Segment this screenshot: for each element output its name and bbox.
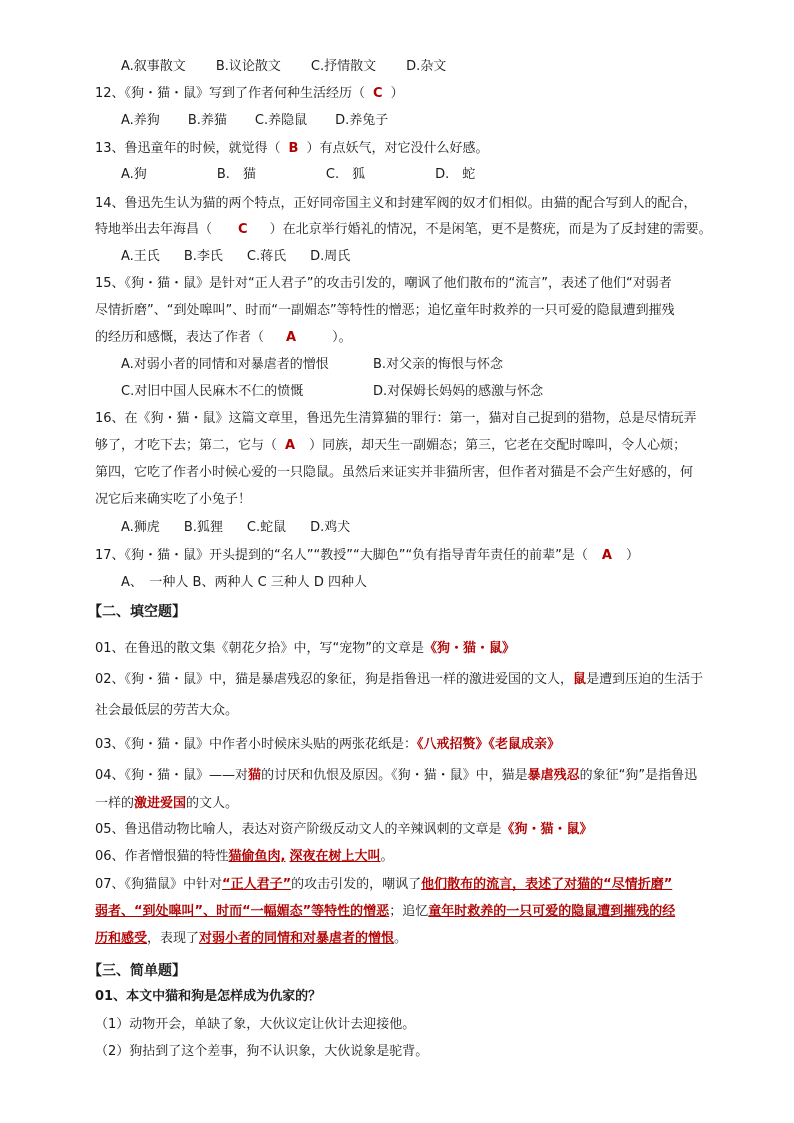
options-row: [373, 383, 543, 401]
question-text: 。: [380, 849, 394, 864]
question-14-line1: 14、鲁迅先生认为猫的两个特点，正好同帝国主义和封建军阀的奴才们相似。由猫的配合写到人的配合，: [95, 196, 697, 211]
option-c: C. 狐: [325, 167, 366, 182]
answer: A: [286, 330, 297, 345]
short-answer-question-01: 01、本文中猫和狗是怎样成为仇家的？: [95, 989, 322, 1004]
question-text: ）在北京举行婚礼的情况，不是闲笔，更不是赘疣，而是为了反封建的需要。: [269, 222, 712, 237]
question-12: [95, 85, 404, 103]
question-text: ；追忆: [389, 904, 429, 919]
question-text: 03、《狗・猫・鼠》中作者小时候床头贴的两张花纸是：: [95, 737, 418, 752]
question-text: 的经历和感慨，表达了作者（: [95, 330, 265, 345]
short-answer-point-1: （1）动物开会，单缺了象，大伙议定让伙计去迎接他。: [95, 1017, 416, 1032]
options-row: [121, 58, 446, 76]
option-a: A.叙事散文: [121, 59, 186, 74]
section-title-short-answer: 【三、简单题】: [88, 963, 186, 979]
short-answer-point-2: （2）狗拈到了这个差事，狗不认识象，大伙说象是驼背。: [95, 1044, 429, 1059]
question-text: 12、《狗・猫・鼠》写到了作者何种生活经历（: [95, 86, 366, 101]
answer: A: [601, 548, 612, 563]
question-15-line3: [95, 329, 352, 347]
section-title-fill-blank: 【二、填空题】: [88, 604, 186, 620]
fill-01: [95, 640, 515, 658]
answer: 他们散布的流言，表述了对猫的“尽情折磨”: [421, 877, 673, 892]
answer: C: [238, 222, 248, 237]
options-row: [121, 166, 475, 184]
question-17: [95, 547, 639, 565]
answer: B: [288, 141, 299, 156]
answer: 对弱小者的同情和对暴虐者的憎恨: [199, 931, 395, 946]
option-c: C.抒情散文: [310, 59, 377, 74]
option-d: D.对保姆长妈妈的感激与怀念: [373, 384, 544, 399]
question-16-line2: [95, 437, 686, 455]
option-a: A.王氏: [121, 249, 160, 264]
option-d: D.杂文: [406, 59, 447, 74]
option-c: C.蛇鼠: [246, 520, 287, 535]
question-16-line3: 第四，它吃了作者小时候心爱的一只隐鼠。虽然后来证实并非猫所害，但作者对猫是不会产生好感的，何: [95, 465, 694, 480]
answer: 暴虐残忍: [527, 768, 580, 783]
options-row: [121, 519, 350, 537]
answer: C: [373, 86, 383, 101]
question-17-options: A、 一种人 B、两种人 C 三种人 D 四种人: [121, 575, 368, 590]
option-d: D.周氏: [310, 249, 351, 264]
question-text: 的象征“狗”是指鲁迅: [579, 768, 698, 783]
question-text: 17、《狗・猫・鼠》开头提到的“名人”“教授”“大脚色”“负有指导青年责任的前辈”是（: [95, 548, 588, 563]
option-a: A.狮虎: [121, 520, 160, 535]
option-c: C.对旧中国人民麻木不仁的愤慨: [121, 384, 304, 399]
option-b: B. 猫: [216, 167, 256, 182]
question-13: [95, 140, 488, 158]
option-a: A.养狗: [121, 113, 160, 128]
answer: 《狗・猫・鼠》: [424, 641, 516, 656]
answer: 历和感受: [95, 931, 148, 946]
fill-07-line2: [95, 903, 675, 921]
question-text: 04、《狗・猫・鼠》——对: [95, 768, 249, 783]
fill-02-line2: 社会最低层的劳苦大众。: [95, 703, 239, 718]
answer: “正人君子”: [222, 877, 292, 892]
question-text: ，表现了: [147, 931, 200, 946]
answer: 《八戒招赘》《老鼠成亲》: [417, 737, 561, 752]
question-text: 06、作者憎恨猫的特性: [95, 849, 229, 864]
answer: 激进爱国: [134, 796, 187, 811]
option-d: D.鸡犬: [310, 520, 351, 535]
answer: 弱者、“到处嗥叫”、时而“一幅媚态”等特性的憎恶: [95, 904, 390, 919]
question-text: 13、鲁迅童年的时候，就觉得（: [95, 141, 281, 156]
option-b: B.狐狸: [183, 520, 223, 535]
answer: 深夜在树上大叫: [289, 849, 381, 864]
question-15-line1: 15、《狗・猫・鼠》是针对“正人君子”的攻击引发的，嘲讽了他们散布的“流言”，表述了他们“对弱者: [95, 276, 672, 291]
question-text: ）有点妖气，对它没什么好感。: [306, 141, 489, 156]
option-b: B.对父亲的悔恨与怀念: [373, 357, 504, 372]
answer: 鼠: [573, 672, 587, 687]
question-text: 是遭到压迫的生活于: [586, 672, 704, 687]
option-c: C.蒋氏: [246, 249, 287, 264]
options-row: [121, 112, 388, 130]
question-text: ）: [390, 86, 404, 101]
question-text: 一样的: [95, 796, 135, 811]
options-row: [121, 383, 303, 401]
option-b: B.议论散文: [215, 59, 281, 74]
question-text: 02、《狗・猫・鼠》中，猫是暴虐残忍的象征，狗是指鲁迅一样的激进爱国的文人，: [95, 672, 574, 687]
question-16-line1: 16、在《狗・猫・鼠》这篇文章里，鲁迅先生清算猫的罪行：第一，猫对自己捉到的猎物，总是尽情玩弄: [95, 411, 697, 426]
answer: 猫: [248, 768, 262, 783]
options-row: [121, 248, 350, 266]
option-a: A.狗: [121, 167, 147, 182]
answer: 《狗・猫・鼠》: [501, 822, 593, 837]
question-text: 。: [394, 931, 408, 946]
question-14-line2: [95, 221, 712, 239]
question-text: ）。: [332, 330, 352, 345]
answer: A: [285, 438, 296, 453]
option-c: C.养隐鼠: [254, 113, 308, 128]
question-text: 的讨厌和仇恨及原因。《狗・猫・鼠》中，猫是: [261, 768, 528, 783]
fill-07-line1: [95, 876, 672, 894]
question-text: 够了，才吃下去；第二，它与（: [95, 438, 278, 453]
fill-03: [95, 736, 560, 754]
fill-06: [95, 848, 394, 866]
answer: 童年时救养的一只可爱的隐鼠遭到摧残的经: [428, 904, 676, 919]
option-a: A.对弱小者的同情和对暴虐者的憎恨: [121, 357, 329, 372]
question-text: 的文人。: [186, 796, 239, 811]
question-16-line4: 况它后来确实吃了小兔子！: [95, 492, 252, 507]
question-15-line2: 尽情折磨”、“到处嗥叫”、时而“一副媚态”等特性的憎恶；追忆童年时救养的一只可爱的隐鼠遭到摧残: [95, 303, 675, 318]
question-text: ）同族，却天生一副媚态；第三，它老在交配时嗥叫，令人心烦；: [309, 438, 687, 453]
options-row: [121, 356, 329, 374]
fill-02-line1: [95, 671, 703, 689]
question-text: 的攻击引发的，嘲讽了: [291, 877, 422, 892]
fill-07-line3: [95, 930, 407, 948]
option-b: B.李氏: [183, 249, 223, 264]
question-text: 05、鲁迅借动物比喻人，表达对资产阶级反动文人的辛辣讽刺的文章是: [95, 822, 502, 837]
fill-05: [95, 821, 593, 839]
option-d: D.养兔子: [335, 113, 389, 128]
question-text: 特地举出去年海昌（: [95, 222, 213, 237]
option-b: B.养猫: [187, 113, 227, 128]
question-text: 07、《狗猫鼠》中针对: [95, 877, 223, 892]
fill-04-line1: [95, 767, 697, 785]
option-d: D. 蛇: [435, 167, 476, 182]
question-text: ）: [625, 548, 639, 563]
answer: 猫偷鱼肉,: [228, 849, 286, 864]
question-text: 01、在鲁迅的散文集《朝花夕拾》中，写“宠物”的文章是: [95, 641, 425, 656]
fill-04-line2: [95, 795, 238, 813]
options-row: [373, 356, 503, 374]
